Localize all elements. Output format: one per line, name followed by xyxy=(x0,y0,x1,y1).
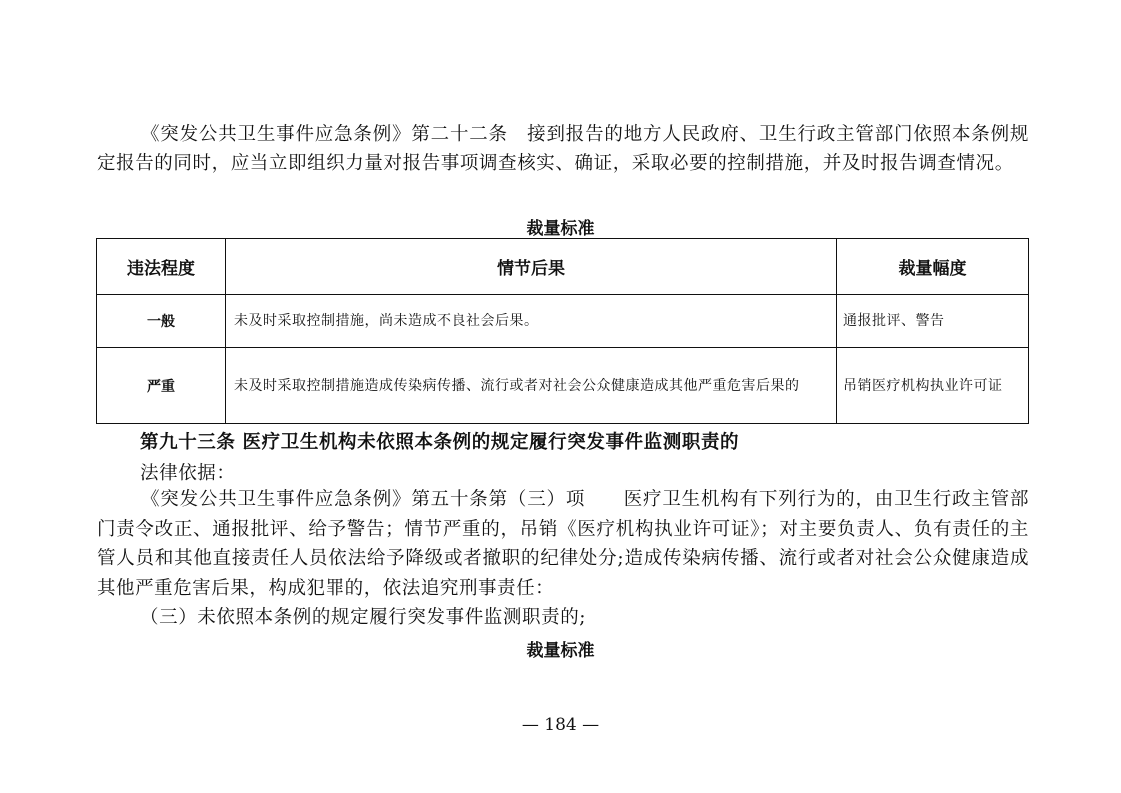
header-discretion-range: 裁量幅度 xyxy=(837,239,1029,295)
row-circumstance: 未及时采取控制措施造成传染病传播、流行或者对社会公众健康造成其他严重危害后果的 xyxy=(226,348,837,424)
header-violation-degree: 违法程度 xyxy=(97,239,226,295)
table-caption-2: 裁量标准 xyxy=(526,641,595,661)
page-number: — 184 — xyxy=(521,715,600,735)
discretion-standard-table xyxy=(96,238,1029,424)
row-range: 吊销医疗机构执业许可证 xyxy=(837,348,1029,424)
row-level: 一般 xyxy=(97,295,226,348)
table-row xyxy=(97,348,1029,424)
row-level: 严重 xyxy=(97,348,226,424)
row-range: 通报批评、警告 xyxy=(837,295,1029,348)
table-row xyxy=(97,295,1029,348)
row-circumstance: 未及时采取控制措施，尚未造成不良社会后果。 xyxy=(226,295,837,348)
table-caption: 裁量标准 xyxy=(526,219,595,239)
regulation-paragraph-2: 《突发公共卫生事件应急条例》第五十条第（三）项 医疗卫生机构有下列行为的，由卫生行政主管部门责令改正、通报批评、给予警告；情节严重的，吊销《医疗机构执业许可证》；对主要负责人、负有责任的主管人员和其他直接责任人员依法给予降级或者撤职的纪律处分;造成传染病传播、流行或者对社会公众健康造成其他严重危害后果，构成犯罪的，依法追究刑事责任： xyxy=(97,489,1029,599)
article-heading: 第九十三条 医疗卫生机构未依照本条例的规定履行突发事件监测职责的 xyxy=(140,432,740,453)
legal-basis-label: 法律依据： xyxy=(140,463,236,484)
clause-item: （三）未依照本条例的规定履行突发事件监测职责的; xyxy=(140,607,587,628)
header-circumstance: 情节后果 xyxy=(226,239,837,295)
table-header-row xyxy=(97,239,1029,295)
regulation-paragraph: 《突发公共卫生事件应急条例》第二十二条 接到报告的地方人民政府、卫生行政主管部门依照本条例规定报告的同时，应当立即组织力量对报告事项调查核实、确证，采取必要的控制措施，并及时报告调查情况。 xyxy=(97,124,1029,174)
